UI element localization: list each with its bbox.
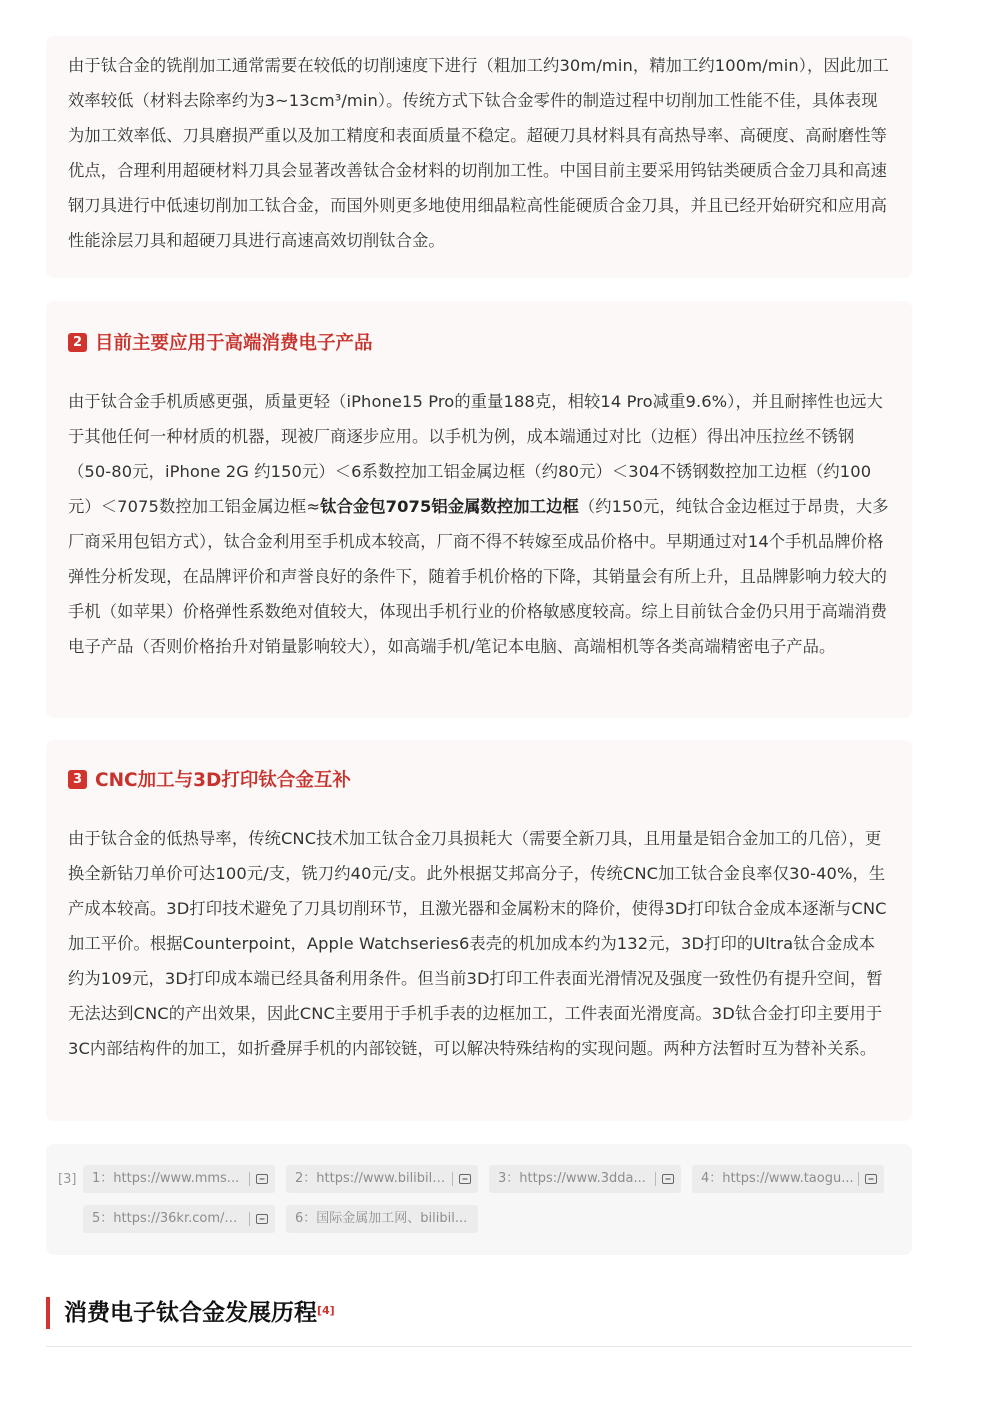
reference-link[interactable] (489, 1165, 681, 1193)
section-3-card (46, 740, 912, 1121)
intro-paragraph: 由于钛合金的铣削加工通常需要在较低的切削速度下进行（粗加工约30m/min，精加工约100m/min），因此加工效率较低（材料去除率约为3~13cm³/min）。传统方式下钛合金零件的制造过程中切削加工性能不佳，具体表现为加工效率低、刀具磨损严重以及加工精度和表面质量不稳定。超硬刀具材料具有高热导率、高硬度、高耐磨性等优点，合理利用超硬材料刀具会显著改善钛合金材料的切削加工性。中国目前主要采用钨钴类硬质合金刀具和高速钢刀具进行中低速切削加工钛合金，而国外则更多地使用细晶粒高性能硬质合金刀具，并且已经开始研究和应用高性能涂层刀具和超硬刀具进行高速高效切削钛合金。 (68, 56, 889, 250)
paragraph-text: （约150元，纯钛合金边框过于昂贵，大多厂商采用包铝方式），钛合金利用至手机成本较高，厂商不得不转嫁至成品价格中。早期通过对14个手机品牌价格弹性分析发现，在品牌评价和声誉良好的条件下，随着手机价格的下降，其销量会有所上升，且品牌影响力较大的手机（如苹果）价格弹性系数绝对值较大，体现出手机行业的价格敏感度较高。综上目前钛合金仍只用于高端消费电子产品（否则价格抬升对销量影响较大），如高端手机/笔记本电脑、高端相机等各类高端精密电子产品。 (68, 497, 889, 656)
section-2-header (68, 327, 890, 357)
paragraph-text: 由于钛合金手机质感更强，质量更轻（iPhone15 Pro的重量188克，相较14 Pro减重9.6%），并且耐摔性也远大于其他任何一种材质的机器，现被厂商逐步应用。以手机为例，成本端通过对比（边框）得出冲压拉丝不锈钢（50-80元，iPhone 2G 约150元）＜6系数控加工铝金属边框（约80元）＜304不锈钢数控加工边框（约100元）＜7075数控加工铝金属边框≈ (68, 392, 883, 516)
reference-link-label: 1：https://www.mms... (92, 1171, 240, 1186)
link-icon[interactable] (662, 1173, 674, 1185)
reference-link[interactable] (286, 1165, 478, 1193)
reference-link[interactable] (286, 1205, 478, 1233)
heading-reference[interactable]: [4] (317, 1304, 335, 1317)
link-icon[interactable] (865, 1173, 877, 1185)
section-2-paragraph (68, 384, 890, 664)
heading-accent-bar (46, 1297, 50, 1329)
intro-card (46, 36, 912, 278)
reference-tag: [3] (58, 1172, 77, 1187)
reference-link[interactable] (83, 1165, 275, 1193)
divider (452, 1172, 453, 1186)
link-icon[interactable] (256, 1173, 268, 1185)
link-icon[interactable] (256, 1213, 268, 1225)
divider (46, 1346, 912, 1347)
reference-link-label: 2：https://www.bilibili... (295, 1171, 449, 1186)
reference-link-label: 3：https://www.3dda... (498, 1171, 646, 1186)
divider (249, 1172, 250, 1186)
section-number-badge: 2 (68, 333, 87, 352)
reference-link-label: 6：国际金属加工网、bilibil... (295, 1211, 468, 1226)
heading-title (64, 1296, 335, 1330)
references-panel (46, 1144, 912, 1255)
section-3-paragraph: 由于钛合金的低热导率，传统CNC技术加工钛合金刀具损耗大（需要全新刀具，且用量是铝合金加工的几倍），更换全新钻刀单价可达100元/支，铣刀约40元/支。此外根据艾邦高分子，传统CNC加工钛合金良率仅30-40%，生产成本较高。3D打印技术避免了刀具切削环节，且激光器和金属粉末的降价，使得3D打印钛合金成本逐渐与CNC加工平价。根据Counterpoint，Apple Watchseries6表壳的机加成本约为132元，3D打印的Ultra钛合金成本约为109元，3D打印成本端已经具备利用条件。但当前3D打印工件表面光滑情况及强度一致性仍有提升空间，暂无法达到CNC的产出效果，因此CNC主要用于手机手表的边框加工，工件表面光滑度高。3D钛合金打印主要用于3C内部结构件的加工，如折叠屏手机的内部铰链，可以解决特殊结构的实现问题。两种方法暂时互为替补关系。 (68, 829, 887, 1058)
section-title: 目前主要应用于高端消费电子产品 (95, 333, 373, 354)
section-title: CNC加工与3D打印钛合金互补 (95, 770, 351, 791)
reference-link-label: 5：https://36kr.com/p... (92, 1211, 246, 1226)
section-2-card (46, 301, 912, 718)
reference-link[interactable] (83, 1205, 275, 1233)
reference-link-label: 4：https://www.taogu... (701, 1171, 854, 1186)
section-heading (46, 1296, 335, 1330)
bold-highlight: 钛合金包7075铝金属数控加工边框 (320, 497, 579, 516)
divider (249, 1212, 250, 1226)
reference-link[interactable] (692, 1165, 884, 1193)
link-icon[interactable] (459, 1173, 471, 1185)
section-number-badge: 3 (68, 770, 87, 789)
section-3-header (68, 764, 890, 794)
heading-text: 消费电子钛合金发展历程 (64, 1300, 317, 1326)
divider (655, 1172, 656, 1186)
divider (858, 1172, 859, 1186)
